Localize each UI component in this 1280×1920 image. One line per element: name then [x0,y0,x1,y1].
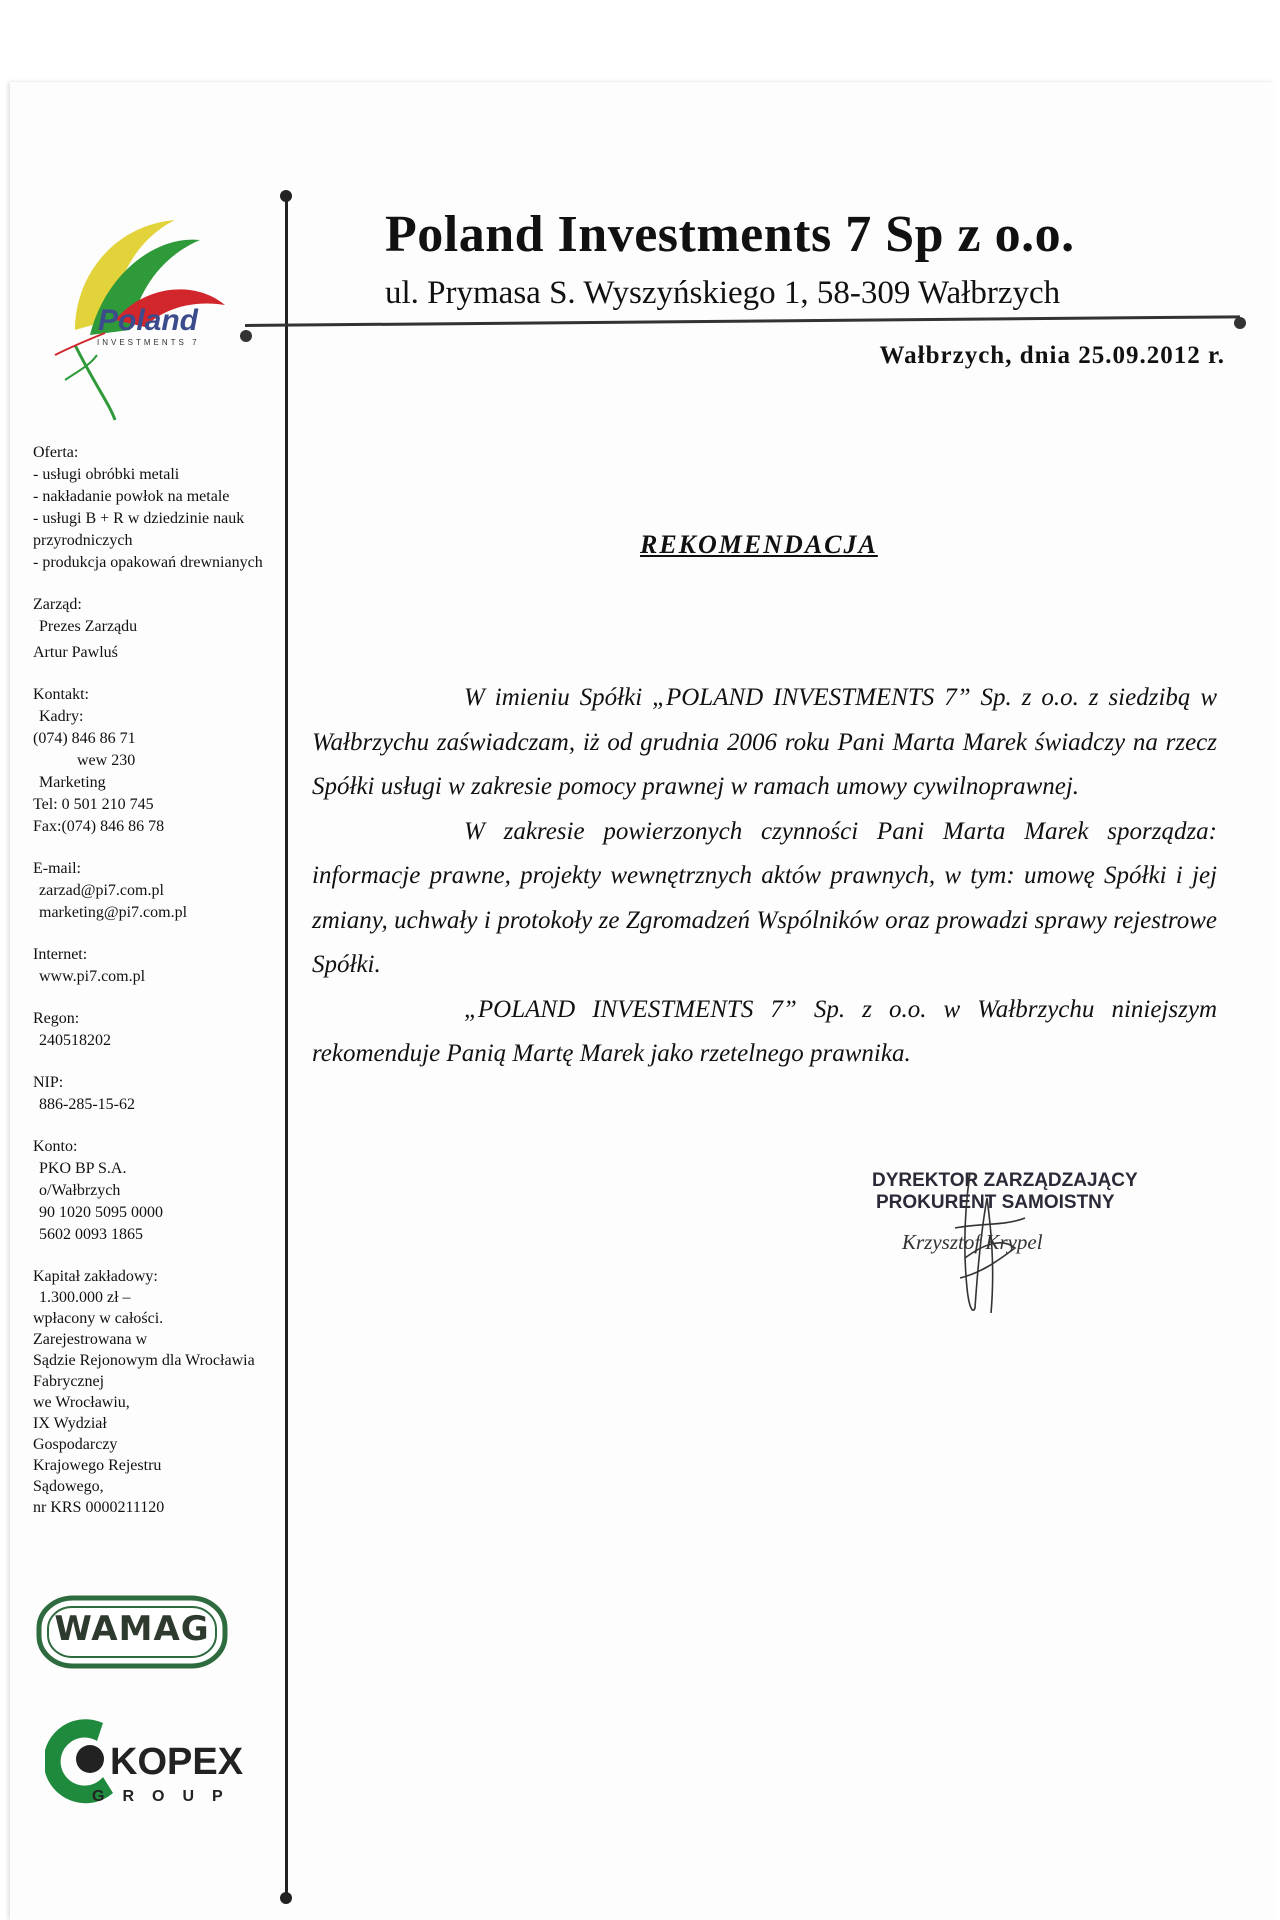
signatory-title: DYREKTOR ZARZĄDZAJĄCY [872,1170,1138,1191]
offer-label: Oferta: [33,444,79,461]
letter-title: REKOMENDACJA [640,530,878,559]
offer-item: przyrodniczych [33,532,133,549]
logo-text: Poland [98,304,199,337]
company-name: Poland Investments 7 Sp z o.o. [385,206,1075,263]
offer-item: - usługi obróbki metali [33,466,180,483]
capital-line: Gospodarczy [33,1436,118,1453]
rule-dot [1234,317,1246,329]
letter-body [312,676,1217,1077]
board-role: Prezes Zarządu [39,618,138,635]
fax: Fax:(074) 846 86 78 [33,818,165,835]
email-address[interactable]: marketing@pi7.com.pl [39,904,188,921]
regon-label: Regon: [33,1010,80,1027]
internet-section [33,944,283,988]
capital-line: Zarejestrowana w [33,1331,148,1348]
kopex-name: KOPEX [110,1741,244,1783]
hr-label: Kadry: [39,708,84,725]
tel: Tel: 0 501 210 745 [33,796,154,813]
nip-section [33,1072,283,1116]
signatory-name: Krzysztof Krypel [902,1230,1043,1254]
capital-line: nr KRS 0000211120 [33,1499,165,1516]
board-name: Artur Pawluś [33,644,118,661]
sidebar-company-info [33,442,283,1538]
capital-label: Kapitał zakładowy: [33,1268,158,1285]
marketing-label: Marketing [39,774,106,791]
account-section [33,1136,283,1246]
contact-section [33,684,283,838]
capital-line: wpłacony w całości. [33,1310,164,1327]
board-label: Zarząd: [33,596,82,613]
offer-section [33,442,283,574]
bank-branch: o/Wałbrzych [39,1182,121,1199]
place-date: Wałbrzych, dnia 25.09.2012 r. [879,342,1225,369]
company-logo [35,205,265,425]
capital-line: Fabrycznej [33,1373,105,1390]
board-section [33,594,283,664]
nip-value: 886-285-15-62 [39,1096,135,1113]
bank-name: PKO BP S.A. [39,1160,127,1177]
letter-paragraph: W imieniu Spółki „POLAND INVESTMENTS 7” Sp. z o.o. z siedzibą w Wałbrzychu zaświadczam, iż od grudnia 2006 roku Pani Marta Marek świadczy na rzecz Spółki usługi w zakresie pomocy prawnej w ramach umowy cywilnoprawnej. [312,684,1217,800]
contact-label: Kontakt: [33,686,89,703]
vertical-rule [285,196,288,1902]
capital-line: Sądowego, [33,1478,104,1495]
capital-line: IX Wydział [33,1415,107,1432]
email-section [33,858,283,924]
wamag-label: WAMAG [54,1609,210,1649]
capital-line: we Wrocławiu, [33,1394,130,1411]
signature-stamp [870,1168,1138,1318]
offer-item: - nakładanie powłok na metale [33,488,230,505]
capital-section [33,1266,283,1518]
regon-value: 240518202 [39,1032,111,1049]
email-address[interactable]: zarzad@pi7.com.pl [39,882,164,899]
capital-line: Sądzie Rejonowym dla Wrocławia [33,1352,255,1369]
capital-line: Krajowego Rejestru [33,1457,162,1474]
hr-phone: (074) 846 86 71 [33,730,136,747]
capital-line: 1.300.000 zł – [39,1289,131,1306]
rule-dot [280,190,292,202]
nip-label: NIP: [33,1074,64,1091]
regon-section [33,1008,283,1052]
internet-label: Internet: [33,946,88,963]
logo-subtext: INVESTMENTS 7 [97,338,200,347]
letter-paragraph: W zakresie powierzonych czynności Pani Marta Marek sporządza: informacje prawne, projekty wewnętrznych aktów prawnych, w tym: umowę Spółki i jej zmiany, uchwały i protokoły ze Zgromadzeń Wspólników oraz prowadzi sprawy rejestrowe Spółki. [312,817,1217,978]
account-label: Konto: [33,1138,78,1155]
company-address: ul. Prymasa S. Wyszyńskiego 1, 58-309 Wałbrzych [385,275,1061,311]
handwritten-signature [925,1168,1045,1316]
signatory-title: PROKURENT SAMOISTNY [876,1192,1115,1213]
account-number: 90 1020 5095 0000 [39,1204,163,1221]
email-label: E-mail: [33,860,81,877]
offer-item: - produkcja opakowań drewnianych [33,554,263,571]
hr-ext: wew 230 [77,752,136,769]
offer-item: - usługi B + R w dziedzinie nauk [33,510,245,527]
account-number: 5602 0093 1865 [39,1226,143,1243]
rule-dot [280,1892,292,1904]
kopex-group: GROUP [92,1788,241,1805]
website-url[interactable]: www.pi7.com.pl [39,968,146,985]
letter-paragraph: „POLAND INVESTMENTS 7” Sp. z o.o. w Wałbrzychu niniejszym rekomenduje Panią Martę Marek jako rzetelnego prawnika. [312,995,1217,1067]
